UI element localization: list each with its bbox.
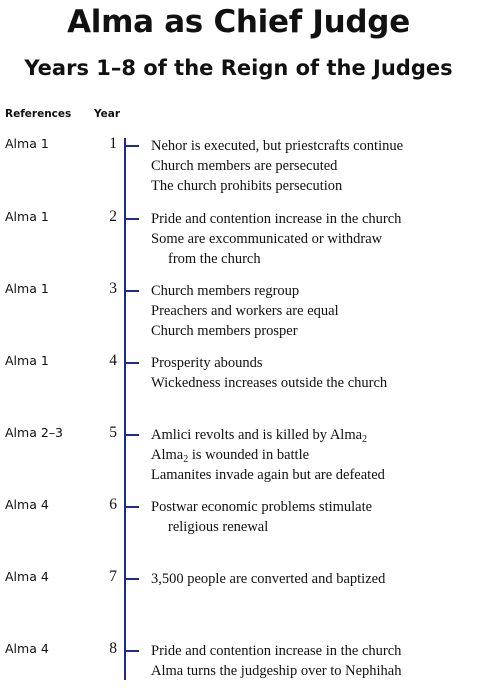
references-header: References	[5, 108, 72, 120]
reference-label: Alma 4	[5, 497, 49, 512]
reference-label: Alma 1	[5, 136, 49, 151]
event-list	[151, 353, 387, 393]
event-list	[151, 497, 372, 537]
reference-label: Alma 1	[5, 281, 49, 296]
event-text: from the church	[168, 251, 261, 267]
event-text: Pride and contention increase in the church	[151, 211, 402, 227]
reference-label: Alma 1	[5, 353, 49, 368]
event-text: Amlici revolts and is killed by Alma$_2$	[151, 427, 368, 445]
event-list	[151, 641, 401, 681]
year-number: 7	[109, 568, 117, 585]
year-number: 8	[109, 640, 117, 657]
event-text: religious renewal	[168, 519, 269, 535]
event-list	[151, 281, 339, 341]
reference-label: Alma 1	[5, 209, 49, 224]
year-tick	[124, 218, 139, 220]
reference-label: Alma 4	[5, 641, 49, 656]
year-tick	[124, 506, 139, 508]
year-number: 5	[109, 424, 117, 441]
event-text: Some are excommunicated or withdraw	[151, 231, 383, 247]
reference-label: Alma 2–3	[5, 425, 63, 440]
event-text: The church prohibits persecution	[151, 178, 343, 194]
year-tick	[124, 145, 139, 147]
year-tick	[124, 650, 139, 652]
event-text: Lamanites invade again but are defeated	[151, 467, 385, 483]
event-list	[151, 209, 401, 269]
event-text: Alma turns the judgeship over to Nephihah	[151, 663, 402, 679]
event-list	[151, 425, 385, 485]
year-number: 3	[109, 280, 117, 297]
page-subtitle: Years 1–8 of the Reign of the Judges	[24, 56, 453, 80]
year-number: 1	[109, 135, 117, 152]
event-list	[151, 136, 403, 196]
event-text: Church members are persecuted	[151, 158, 338, 174]
event-text: 3,500 people are converted and baptized	[151, 571, 386, 587]
event-text: Wickedness increases outside the church	[151, 375, 388, 391]
reference-label: Alma 4	[5, 569, 49, 584]
event-text: Alma$_2$ is wounded in battle	[151, 447, 310, 465]
year-tick	[124, 362, 139, 364]
year-tick	[124, 578, 139, 580]
year-tick	[124, 290, 139, 292]
year-number: 4	[109, 352, 117, 369]
year-number: 6	[109, 496, 117, 513]
event-text: Postwar economic problems stimulate	[151, 499, 373, 515]
event-text: Church members regroup	[151, 283, 300, 299]
event-text: Preachers and workers are equal	[151, 303, 339, 319]
page-title: Alma as Chief Judge	[67, 4, 410, 40]
year-header: Year	[94, 108, 121, 120]
event-text: Church members prosper	[151, 323, 298, 339]
year-tick	[124, 434, 139, 436]
year-number: 2	[109, 208, 117, 225]
event-text: Nehor is executed, but priestcrafts continue	[151, 138, 404, 154]
event-text: Prosperity abounds	[151, 355, 263, 371]
event-text: Pride and contention increase in the church	[151, 643, 402, 659]
event-list	[151, 569, 385, 589]
